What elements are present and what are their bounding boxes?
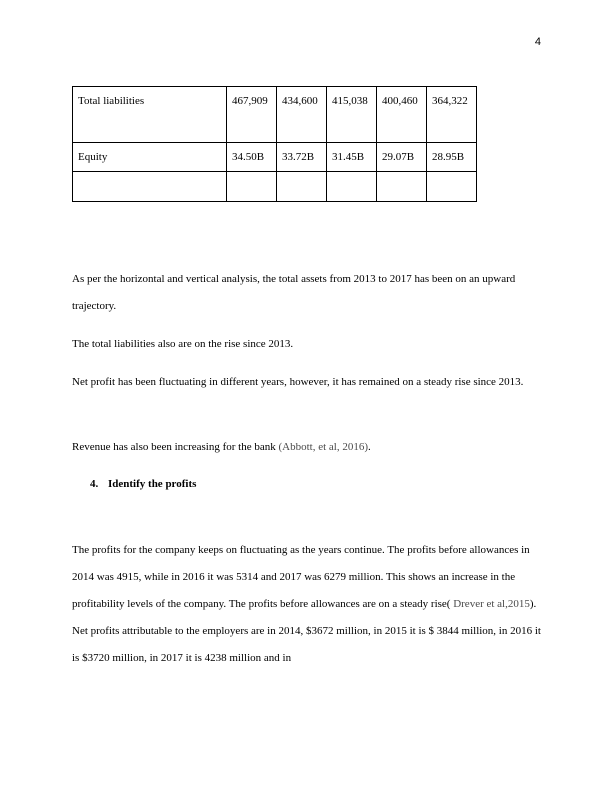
- section-heading: [90, 474, 196, 494]
- profits-paragraph: [72, 537, 542, 672]
- revenue-paragraph: [72, 434, 542, 461]
- section-number: 4.: [90, 478, 99, 490]
- revenue-text: Revenue has also been increasing for the bank: [72, 441, 279, 453]
- table-cell: [427, 172, 477, 202]
- table-cell: 29.07B: [377, 143, 427, 172]
- table-cell: [227, 172, 277, 202]
- profits-text-part1: The profits for the company keeps on fluctuating as the years continue. The profits before allowances in 2014 was 4915, while in 2016 it was 5314 and 2017 was 6279 million. This shows an increase in the profitability levels of the company. The profits before allowances are on a steady rise(: [72, 544, 530, 610]
- profits-text-part2: ). Net profits attributable to the employers are in 2014, $3672 million, in 2015 it is $ 3844 million, in 2016 it is $3720 million, in 2017 it is 4238 million and in: [72, 598, 541, 664]
- table-row-empty: [73, 172, 477, 202]
- row-label: [73, 172, 227, 202]
- net-profit-paragraph: Net profit has been fluctuating in different years, however, it has remained on a steady rise since 2013.: [72, 376, 524, 388]
- financial-table: [72, 86, 477, 202]
- analysis-paragraph: As per the horizontal and vertical analysis, the total assets from 2013 to 2017 has been on an upward trajectory.: [72, 273, 516, 312]
- table-cell: 467,909: [227, 87, 277, 143]
- table-row-equity: [73, 143, 477, 172]
- row-label: Equity: [73, 143, 227, 172]
- table-cell: 434,600: [277, 87, 327, 143]
- table-cell: 28.95B: [427, 143, 477, 172]
- liabilities-paragraph: The total liabilities also are on the rise since 2013.: [72, 338, 294, 350]
- row-label: Total liabilities: [73, 87, 227, 143]
- table-cell: [327, 172, 377, 202]
- citation: Drever et al,2015: [450, 598, 530, 610]
- page-number: 4: [534, 36, 541, 48]
- table-cell: [377, 172, 427, 202]
- table-cell: [277, 172, 327, 202]
- table-cell: 31.45B: [327, 143, 377, 172]
- table-cell: 34.50B: [227, 143, 277, 172]
- section-title: Identify the profits: [108, 478, 197, 490]
- citation: (Abbott, et al, 2016): [278, 441, 368, 453]
- table-cell: 364,322: [427, 87, 477, 143]
- table-row-total-liabilities: [73, 87, 477, 143]
- table-cell: 33.72B: [277, 143, 327, 172]
- table-cell: 415,038: [327, 87, 377, 143]
- period: .: [368, 441, 371, 453]
- table-cell: 400,460: [377, 87, 427, 143]
